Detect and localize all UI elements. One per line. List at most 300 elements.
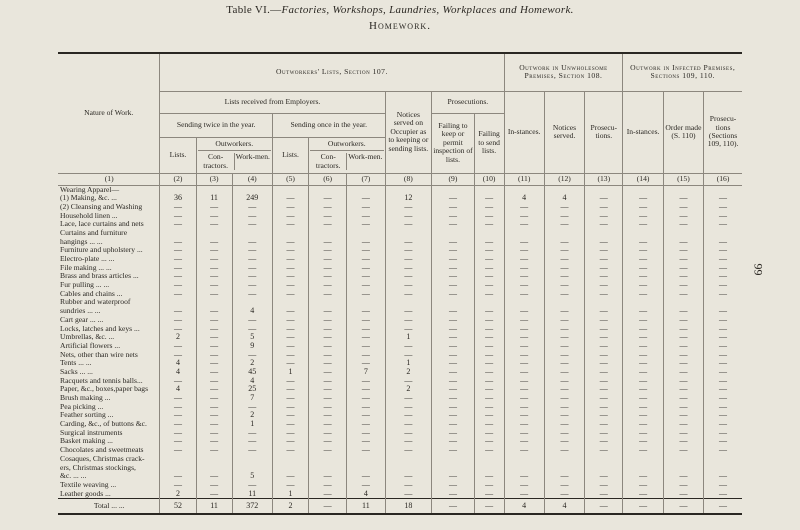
cell-value: 5 [232, 333, 272, 342]
cell-value: — [663, 368, 703, 377]
cell-value: — [585, 264, 623, 273]
cell-value: — [504, 377, 544, 386]
row-label: Brush making ... [60, 393, 111, 403]
cell-value: — [272, 403, 308, 412]
cell-value: — [623, 307, 663, 316]
cell-value: — [544, 246, 584, 255]
cell-value: — [474, 368, 504, 377]
cell-value: — [347, 472, 385, 481]
cell-value: 1 [385, 359, 432, 368]
cell-value: — [347, 359, 385, 368]
row-label: File making ... ... [60, 262, 112, 272]
cell-value: — [504, 212, 544, 221]
cell-value: — [704, 246, 742, 255]
cell-value: — [432, 307, 474, 316]
cell-value: — [272, 238, 308, 247]
cell-value: 18 [385, 499, 432, 515]
row-label: Chocolates and sweetmeats [60, 445, 144, 455]
cell-value [544, 455, 584, 464]
cell-value: — [704, 420, 742, 429]
cell-value: — [704, 194, 742, 203]
cell-value: — [272, 351, 308, 360]
cell-value: — [544, 272, 584, 281]
row-label: ers, Christmas stockings, [60, 462, 136, 472]
cell-value: — [663, 411, 703, 420]
cell-value: — [474, 351, 504, 360]
cell-value: — [704, 394, 742, 403]
cell-value: — [309, 264, 347, 273]
cell-value: — [196, 290, 232, 299]
cell-value: — [704, 272, 742, 281]
cell-value: — [623, 481, 663, 490]
cell-value: — [232, 481, 272, 490]
cell-value: — [585, 238, 623, 247]
cell-value: — [196, 368, 232, 377]
cell-value: — [196, 281, 232, 290]
cell-value: — [196, 359, 232, 368]
cell-value: — [385, 307, 432, 316]
cell-value: — [623, 420, 663, 429]
header-instances-infected: In-stances. [623, 91, 663, 173]
cell-value: — [585, 194, 623, 203]
cell-value: — [474, 264, 504, 273]
cell-value: — [347, 342, 385, 351]
cell-value: — [196, 481, 232, 490]
cell-value: — [347, 316, 385, 325]
cell-value: — [623, 238, 663, 247]
cell-value: — [196, 472, 232, 481]
cell-value: — [663, 212, 703, 221]
cell-value: — [272, 359, 308, 368]
table-body [58, 173, 742, 514]
cell-value: — [474, 481, 504, 490]
cell-value: — [544, 307, 584, 316]
cell-value: 1 [385, 333, 432, 342]
row-label: Furniture and upholstery ... [60, 245, 143, 255]
cell-value: 1 [232, 420, 272, 429]
cell-value: — [585, 325, 623, 334]
row-label: Artificial flowers ... [60, 340, 121, 350]
cell-value: — [432, 394, 474, 403]
row-label: Locks, latches and keys ... [60, 323, 140, 333]
cell-value: — [160, 307, 196, 316]
cell-value: — [474, 437, 504, 446]
cell-value: — [474, 446, 504, 455]
cell-value: — [196, 307, 232, 316]
cell-value: — [272, 342, 308, 351]
cell-value: — [474, 403, 504, 412]
cell-value: — [196, 212, 232, 221]
cell-value: — [663, 377, 703, 386]
cell-value: — [309, 194, 347, 203]
outworkers-twice-label: Outworkers. [198, 140, 271, 151]
cell-value: — [663, 281, 703, 290]
cell-value: — [623, 255, 663, 264]
row-label: Textile weaving ... [60, 479, 117, 489]
cell-value: — [196, 325, 232, 334]
column-number: (13) [585, 173, 623, 185]
cell-value: — [347, 212, 385, 221]
cell-value: — [704, 342, 742, 351]
cell-value: — [385, 255, 432, 264]
cell-value [196, 455, 232, 464]
cell-value: — [232, 281, 272, 290]
cell-value: — [704, 307, 742, 316]
cell-value: — [504, 429, 544, 438]
cell-value: — [623, 385, 663, 394]
cell-value: 7 [347, 368, 385, 377]
cell-value: — [504, 472, 544, 481]
cell-value: — [474, 194, 504, 203]
cell-value: — [504, 385, 544, 394]
cell-value: — [196, 490, 232, 499]
cell-value: — [504, 220, 544, 229]
cell-value: — [704, 255, 742, 264]
cell-value: — [474, 342, 504, 351]
cell-value: — [474, 307, 504, 316]
row-label: Pea picking ... [60, 401, 104, 411]
cell-value: — [160, 351, 196, 360]
cell-value: — [704, 385, 742, 394]
cell-value: — [272, 325, 308, 334]
cell-value: — [432, 281, 474, 290]
row-label: Wearing Apparel— [60, 184, 120, 194]
cell-value: — [385, 246, 432, 255]
homework-table [58, 52, 742, 515]
cell-value: — [160, 290, 196, 299]
title-prefix: Table VI.— [226, 4, 282, 16]
row-label: hangings ... ... [60, 236, 103, 246]
cell-value: — [544, 325, 584, 334]
row-label: Cosaques, Christmas crack- [60, 453, 145, 463]
row-label: Leather goods ... [60, 488, 111, 498]
cell-value: — [160, 220, 196, 229]
cell-value: — [474, 377, 504, 386]
cell-value: — [474, 272, 504, 281]
cell-value: — [309, 420, 347, 429]
cell-value: — [272, 220, 308, 229]
cell-value [272, 455, 308, 464]
table-row [58, 220, 742, 229]
cell-value: — [309, 437, 347, 446]
cell-value: 4 [160, 368, 196, 377]
cell-value: — [432, 220, 474, 229]
header-contractors-twice: Con-tractors. [198, 153, 235, 170]
cell-value: 2 [232, 411, 272, 420]
cell-value: — [544, 490, 584, 499]
cell-value: — [196, 385, 232, 394]
cell-value: — [432, 246, 474, 255]
cell-value: 4 [544, 499, 584, 515]
cell-value: — [385, 290, 432, 299]
row-label: Cart gear ... ... [60, 314, 104, 324]
cell-value: 2 [160, 333, 196, 342]
cell-value: — [663, 325, 703, 334]
cell-value: — [347, 307, 385, 316]
cell-value: — [232, 437, 272, 446]
cell-value: — [385, 203, 432, 212]
cell-value: — [309, 316, 347, 325]
row-label: Basket making ... [60, 436, 113, 446]
cell-value: — [309, 281, 347, 290]
header-lists-once: Lists. [272, 137, 308, 173]
cell-value: — [432, 272, 474, 281]
cell-value: — [432, 351, 474, 360]
cell-value: — [432, 290, 474, 299]
cell-value: — [623, 272, 663, 281]
row-label: (2) Cleansing and Washing [60, 201, 143, 211]
cell-value: — [272, 212, 308, 221]
cell-value: 12 [385, 194, 432, 203]
row-label: Surgical instruments [60, 427, 123, 437]
cell-value: — [196, 246, 232, 255]
cell-value: — [585, 437, 623, 446]
cell-value: — [196, 220, 232, 229]
cell-value: — [663, 333, 703, 342]
cell-value: — [504, 272, 544, 281]
cell-value: — [585, 472, 623, 481]
cell-value: — [704, 238, 742, 247]
cell-value [585, 455, 623, 464]
cell-value: — [663, 351, 703, 360]
cell-value: — [309, 342, 347, 351]
cell-value: — [585, 212, 623, 221]
cell-value: — [474, 359, 504, 368]
cell-value: — [544, 437, 584, 446]
header-outworkers-lists: Outworkers' Lists, Section 107. [160, 53, 504, 91]
cell-value: — [474, 212, 504, 221]
cell-value: — [504, 290, 544, 299]
cell-value: — [544, 316, 584, 325]
cell-value: — [385, 281, 432, 290]
cell-value: — [347, 290, 385, 299]
header-prosecutions-unwholesome: Prosecu-tions. [585, 91, 623, 173]
title-italic: Factories, Workshops, Laundries, Workplaces and Homework. [281, 4, 574, 16]
cell-value: — [232, 203, 272, 212]
cell-value: — [347, 351, 385, 360]
cell-value: 249 [232, 194, 272, 203]
cell-value: — [704, 472, 742, 481]
cell-value: — [704, 411, 742, 420]
cell-value: — [272, 281, 308, 290]
cell-value: — [704, 429, 742, 438]
cell-value: — [704, 351, 742, 360]
cell-value: — [272, 385, 308, 394]
header-notices-served-occupier: Notices served on Occupier as to keeping or sending lists. [385, 91, 432, 173]
cell-value: — [160, 342, 196, 351]
cell-value: 11 [347, 499, 385, 515]
header-order-made: Order made (S. 110) [663, 91, 703, 173]
cell-value: — [347, 333, 385, 342]
cell-value: — [232, 212, 272, 221]
cell-value: — [432, 238, 474, 247]
cell-value: — [585, 377, 623, 386]
cell-value: — [544, 429, 584, 438]
column-number: (1) [58, 173, 160, 185]
cell-value: — [623, 377, 663, 386]
cell-value: — [385, 212, 432, 221]
cell-value: — [704, 368, 742, 377]
cell-value [232, 455, 272, 464]
cell-value: — [663, 403, 703, 412]
cell-value: — [309, 499, 347, 515]
cell-value: — [432, 212, 474, 221]
cell-value: — [272, 246, 308, 255]
cell-value: — [623, 333, 663, 342]
cell-value: — [347, 429, 385, 438]
header-lists-twice: Lists. [160, 137, 196, 173]
cell-value: — [347, 272, 385, 281]
cell-value: — [704, 290, 742, 299]
cell-value: — [272, 377, 308, 386]
cell-value: — [663, 246, 703, 255]
cell-value: — [347, 377, 385, 386]
cell-value: — [504, 403, 544, 412]
column-number: (15) [663, 173, 703, 185]
outworkers-once-split [310, 153, 383, 170]
cell-value: — [196, 429, 232, 438]
column-number: (6) [309, 173, 347, 185]
total-row [58, 499, 742, 515]
cell-value: — [272, 316, 308, 325]
header-workmen-once: Work-men. [348, 152, 383, 162]
cell-value: — [585, 342, 623, 351]
cell-value: — [663, 481, 703, 490]
cell-value: — [309, 385, 347, 394]
column-number: (3) [196, 173, 232, 185]
cell-value: 4 [504, 194, 544, 203]
cell-value: — [544, 394, 584, 403]
cell-value: — [160, 481, 196, 490]
header-failing-to-send: Failing to send lists. [474, 113, 504, 173]
cell-value: 45 [232, 368, 272, 377]
cell-value: 4 [160, 359, 196, 368]
cell-value: — [663, 437, 703, 446]
cell-value: 1 [272, 368, 308, 377]
row-label: Racquets and tennis balls... [60, 375, 143, 385]
column-number: (2) [160, 173, 196, 185]
cell-value: — [347, 394, 385, 403]
cell-value: — [347, 411, 385, 420]
cell-value: — [196, 403, 232, 412]
cell-value: — [474, 385, 504, 394]
cell-value: — [309, 255, 347, 264]
cell-value: — [347, 446, 385, 455]
cell-value: — [544, 351, 584, 360]
cell-value: — [504, 351, 544, 360]
outworkers-twice-split [198, 153, 271, 170]
outworkers-once-label: Outworkers. [310, 140, 383, 151]
column-number-row [58, 173, 742, 185]
cell-value: 2 [385, 385, 432, 394]
cell-value: — [704, 490, 742, 499]
cell-value: — [196, 377, 232, 386]
cell-value: — [474, 203, 504, 212]
cell-value: — [160, 325, 196, 334]
cell-value: — [704, 446, 742, 455]
cell-value: — [504, 246, 544, 255]
header-outworkers-once [309, 137, 385, 173]
cell-value: 2 [385, 368, 432, 377]
cell-value: — [544, 220, 584, 229]
cell-value: — [232, 403, 272, 412]
cell-value: — [385, 420, 432, 429]
cell-value: — [160, 446, 196, 455]
cell-value: — [347, 220, 385, 229]
cell-value: — [385, 316, 432, 325]
header-workmen-twice: Work-men. [235, 152, 270, 162]
table-row [58, 455, 742, 464]
cell-value: — [432, 255, 474, 264]
column-number: (8) [385, 173, 432, 185]
cell-value: — [432, 481, 474, 490]
cell-value: — [432, 429, 474, 438]
column-number: (14) [623, 173, 663, 185]
cell-value: — [623, 351, 663, 360]
cell-value: — [347, 420, 385, 429]
cell-value: — [432, 359, 474, 368]
cell-value: — [704, 377, 742, 386]
cell-value [385, 455, 432, 464]
cell-value: 4 [504, 499, 544, 515]
cell-value: — [347, 264, 385, 273]
cell-value: — [432, 499, 474, 515]
cell-value: — [663, 238, 703, 247]
cell-value: — [663, 490, 703, 499]
cell-value: — [272, 411, 308, 420]
cell-value: — [160, 403, 196, 412]
cell-value: — [504, 238, 544, 247]
cell-value: — [474, 246, 504, 255]
cell-value: — [347, 255, 385, 264]
cell-value: 372 [232, 499, 272, 515]
cell-value: — [272, 420, 308, 429]
cell-value: — [196, 420, 232, 429]
cell-value: — [544, 212, 584, 221]
column-number: (10) [474, 173, 504, 185]
cell-value: — [272, 481, 308, 490]
cell-value: — [385, 325, 432, 334]
cell-value: — [160, 472, 196, 481]
cell-value: — [432, 333, 474, 342]
row-label: (1) Making, &c. ... [60, 193, 117, 203]
cell-value: — [232, 290, 272, 299]
cell-value: — [544, 446, 584, 455]
cell-value: — [474, 238, 504, 247]
cell-value: — [544, 368, 584, 377]
cell-value: — [309, 481, 347, 490]
cell-value: — [309, 394, 347, 403]
header-infected-premises: Outwork in Infected Premises, Sections 109, 110. [623, 53, 742, 91]
column-number: (16) [704, 173, 742, 185]
cell-value: — [704, 203, 742, 212]
cell-value: — [585, 246, 623, 255]
cell-value: — [160, 316, 196, 325]
cell-value: — [623, 316, 663, 325]
column-number: (7) [347, 173, 385, 185]
cell-value: — [585, 429, 623, 438]
cell-value: — [585, 411, 623, 420]
cell-value: — [585, 403, 623, 412]
cell-value: — [309, 307, 347, 316]
cell-value: — [663, 499, 703, 515]
cell-value: — [309, 220, 347, 229]
cell-value [504, 455, 544, 464]
cell-value: — [704, 333, 742, 342]
cell-value: — [196, 316, 232, 325]
cell-value: — [309, 238, 347, 247]
cell-value: — [585, 481, 623, 490]
